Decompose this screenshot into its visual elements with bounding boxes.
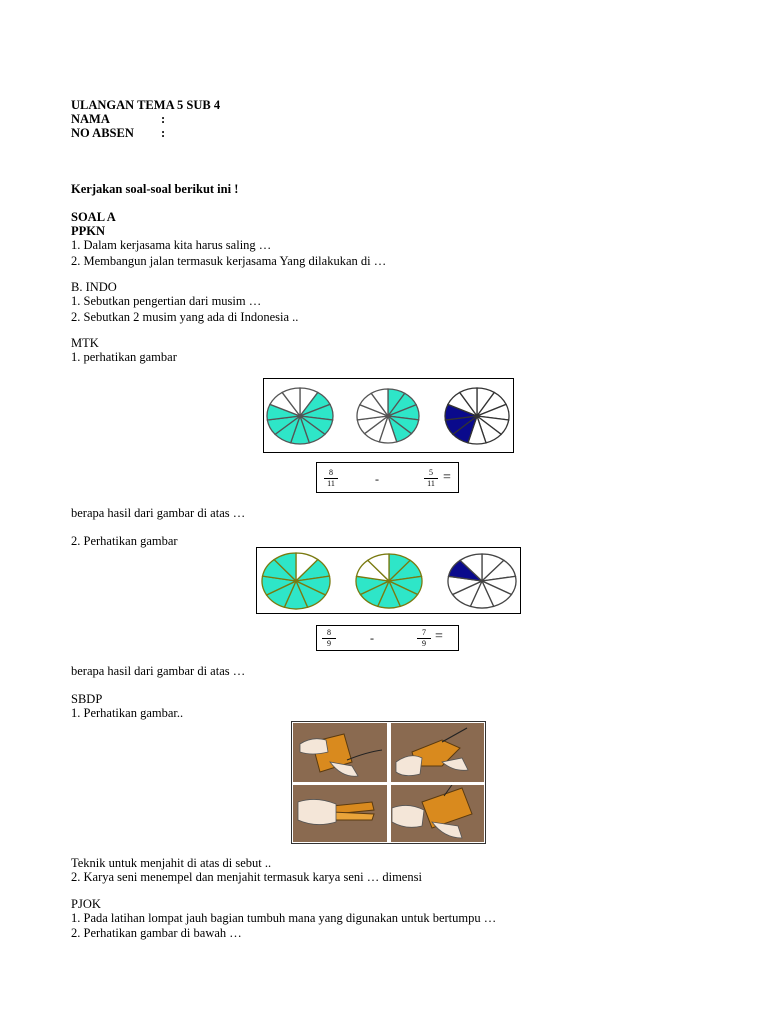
sbdp-heading: SBDP (71, 692, 103, 706)
pie-circles-1 (264, 379, 513, 452)
pjok-heading: PJOK (71, 897, 101, 911)
fraction-a-1: 8 11 (324, 469, 338, 488)
ppkn-q1: 1. Dalam kerjasama kita harus saling … (71, 238, 272, 252)
sewing-steps-image (292, 722, 485, 843)
page-title: ULANGAN TEMA 5 SUB 4 (71, 98, 221, 112)
instruction: Kerjakan soal-soal berikut ini ! (71, 182, 239, 196)
pjok-q2: 2. Perhatikan gambar di bawah … (71, 926, 242, 940)
pjok-q1: 1. Pada latihan lompat jauh bagian tumbuh mana yang digunakan untuk bertumpu … (71, 911, 497, 925)
nama-colon: : (161, 112, 166, 126)
indo-q1: 1. Sebutkan pengertian dari musim … (71, 294, 262, 308)
absen-colon: : (161, 126, 166, 140)
equals-sign-2: = (435, 629, 443, 644)
soal-a-heading: SOAL A (71, 210, 116, 224)
ppkn-q2: 2. Membangun jalan termasuk kerjasama Yang dilakukan di … (71, 254, 387, 268)
pie-circles-2 (257, 548, 520, 613)
fraction-circles-figure-2 (256, 547, 521, 614)
fraction-b-2: 7 9 (417, 629, 431, 648)
mtk-q1: 1. perhatikan gambar (71, 350, 177, 364)
sbdp-q1-ask: Teknik untuk menjahit di atas di sebut .. (71, 856, 272, 870)
mtk-q2: 2. Perhatikan gambar (71, 534, 178, 548)
fraction-equation-2 (316, 625, 459, 651)
ppkn-heading: PPKN (71, 224, 106, 238)
fraction-equation-1 (316, 462, 459, 493)
mtk-heading: MTK (71, 336, 99, 350)
mtk-q1-ask: berapa hasil dari gambar di atas … (71, 506, 246, 520)
absen-label: NO ABSEN (71, 126, 134, 140)
equals-sign-1: = (443, 470, 451, 485)
indo-heading: B. INDO (71, 280, 117, 294)
indo-q2: 2. Sebutkan 2 musim yang ada di Indonesia .. (71, 310, 299, 324)
mtk-q2-ask: berapa hasil dari gambar di atas … (71, 664, 246, 678)
minus-sign-2: - (370, 631, 374, 645)
sbdp-q1: 1. Perhatikan gambar.. (71, 706, 184, 720)
minus-sign-1: - (375, 472, 379, 486)
fraction-a-2: 8 9 (322, 629, 336, 648)
nama-label: NAMA (71, 112, 110, 126)
sbdp-q2: 2. Karya seni menempel dan menjahit termasuk karya seni … dimensi (71, 870, 422, 884)
sewing-illustration (291, 721, 486, 844)
fraction-b-1: 5 11 (424, 469, 438, 488)
fraction-circles-figure-1 (263, 378, 514, 453)
